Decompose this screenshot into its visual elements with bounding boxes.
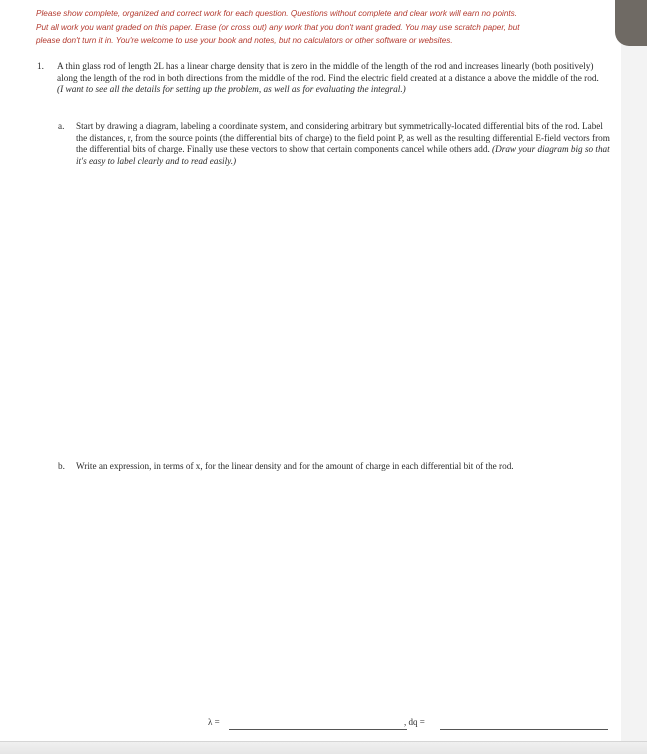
- lambda-label: λ =: [208, 717, 220, 727]
- instructions-line-1: Please show complete, organized and correct work for each question. Questions without complete and clear work will earn no points.: [36, 9, 518, 18]
- question-1a: [58, 121, 610, 167]
- question-1-number: 1.: [37, 62, 44, 72]
- instructions: [36, 7, 611, 48]
- background-edge: [615, 0, 647, 46]
- question-1a-note: (Draw your diagram big so that it's easy to label clearly and to read easily.): [76, 144, 610, 166]
- question-1-text: A thin glass rod of length 2L has a linear charge density that is zero in the middle of the length of the rod and increases linearly (both positively) along the length of the rod in both directions from the middle of the rod. Find the electric field created at a distance a above the middle of the rod.: [57, 62, 599, 84]
- question-1a-text: Start by drawing a diagram, labeling a coordinate system, and considering arbitrary but symmetrically-located differential bits of the rod. Label the distances, r, from the source points (the differential bits of charge) to the field point P, as well as the resulting differential E-field vectors from the differential bits of charge. Finally use these vectors to show that certain components cancel while others add.: [76, 121, 610, 155]
- lambda-answer-blank[interactable]: [229, 729, 407, 730]
- dq-label: , dq =: [404, 717, 425, 727]
- instructions-line-3: please don't turn it in. You're welcome to use your book and notes, but no calculators or other software or websites.: [36, 36, 453, 45]
- question-1b: [58, 461, 610, 473]
- question-1-note: (I want to see all the details for setting up the problem, as well as for evaluating the integral.): [57, 85, 406, 96]
- question-1-body: [57, 62, 603, 97]
- page-bottom-edge: [0, 741, 647, 754]
- question-1b-text: Write an expression, in terms of x, for the linear density and for the amount of charge in each differential bit of the rod.: [76, 461, 514, 471]
- question-1b-number: b.: [58, 461, 65, 471]
- instructions-line-2: Put all work you want graded on this paper. Erase (or cross out) any work that you don't want graded. You may use scratch paper, but: [36, 22, 520, 32]
- question-1a-body: [76, 121, 610, 167]
- question-1a-number: a.: [58, 121, 65, 131]
- dq-answer-blank[interactable]: [440, 729, 608, 730]
- question-1: [37, 62, 603, 97]
